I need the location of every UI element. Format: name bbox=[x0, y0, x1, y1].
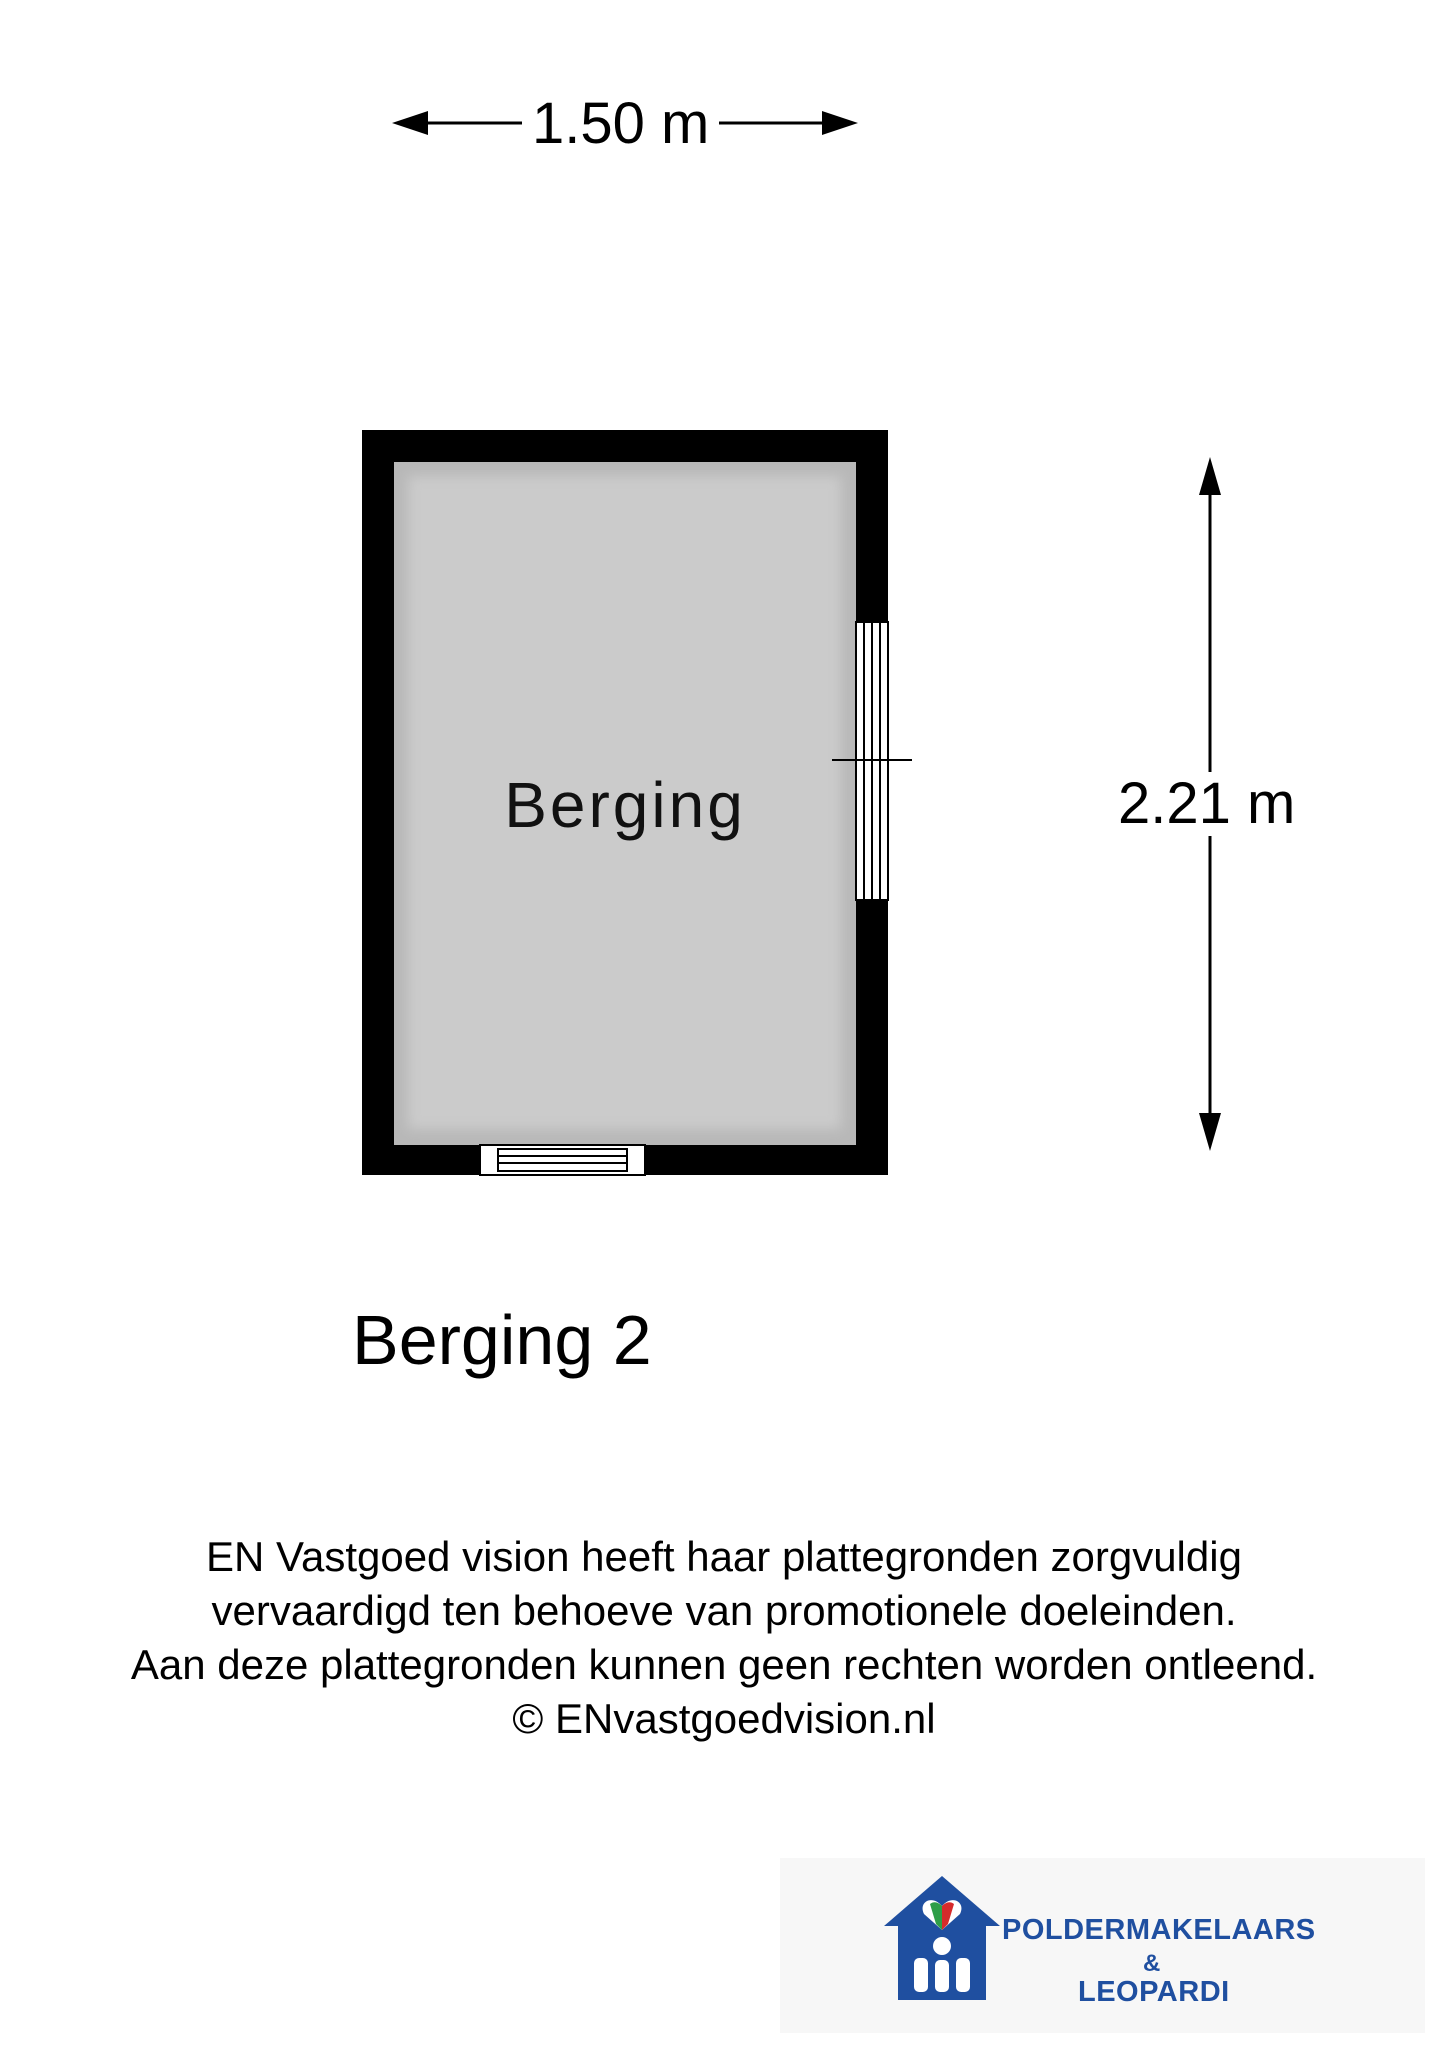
room-label: Berging bbox=[504, 769, 746, 841]
height-dimension-label: 2.21 m bbox=[1108, 772, 1305, 836]
logo-text-ampersand: & bbox=[1143, 1950, 1161, 1977]
wall-right-lower bbox=[856, 900, 888, 1175]
copyright-line: © ENvastgoedvision.nl bbox=[512, 1695, 936, 1742]
disclaimer-line: Aan deze plattegronden kunnen geen rechten worden ontleend. bbox=[130, 1641, 1318, 1688]
disclaimer-line: vervaardigd ten behoeve van promotionele doeleinden. bbox=[211, 1587, 1237, 1634]
logo-text-poldermakelaars: POLDERMAKELAARS bbox=[1002, 1914, 1316, 1946]
wall-bottom-left bbox=[362, 1145, 480, 1175]
window-bottom bbox=[480, 1145, 645, 1175]
width-dimension-label: 1.50 m bbox=[522, 92, 719, 156]
wall-bottom-right bbox=[645, 1145, 888, 1175]
wall-top bbox=[362, 430, 888, 462]
disclaimer-line: EN Vastgoed vision heeft haar plattegronden zorgvuldig bbox=[206, 1533, 1242, 1580]
wall-right-upper bbox=[856, 430, 888, 622]
house-logo-icon bbox=[880, 1868, 1005, 2008]
logo-text-leopardi: LEOPARDI bbox=[1078, 1976, 1230, 2008]
plan-title: Berging 2 bbox=[352, 1301, 652, 1379]
disclaimer bbox=[0, 1530, 1448, 1746]
